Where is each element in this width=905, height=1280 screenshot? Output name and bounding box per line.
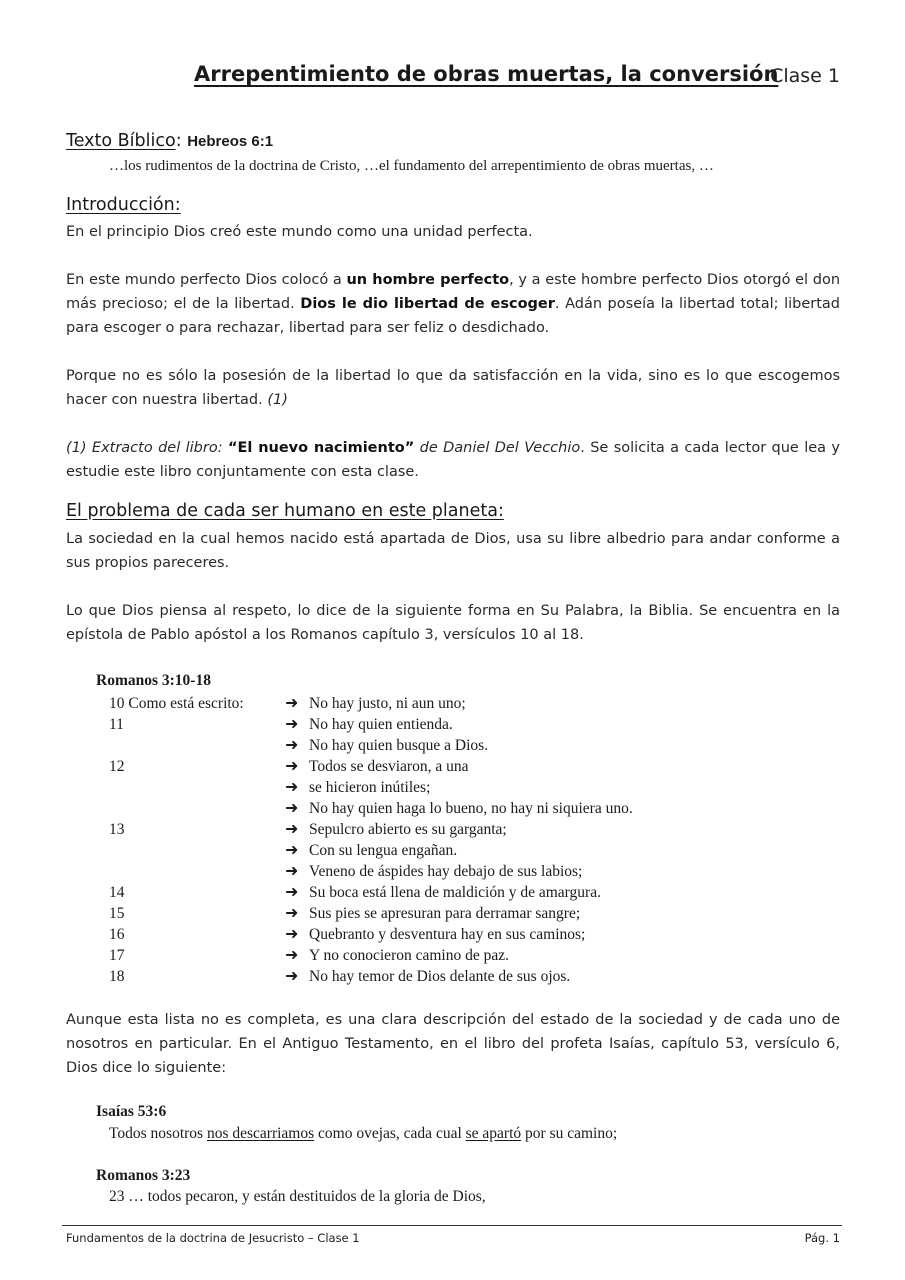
intro-paragraph-3 [66, 364, 840, 412]
verse-number: 17 [109, 947, 125, 964]
verse-text [285, 966, 570, 987]
footer-left-text: Fundamentos de la doctrina de Jesucristo – Clase 1 [66, 1231, 360, 1245]
verse-line-text: Todos se desviaron, a una [309, 758, 469, 775]
arrow-right-icon: ➜ [285, 716, 299, 733]
verse-line-text: No hay temor de Dios delante de sus ojos. [309, 968, 571, 985]
isaias-title: Isaías 53:6 [96, 1103, 167, 1120]
problema-heading [66, 501, 504, 521]
arrow-right-icon: ➜ [285, 821, 299, 838]
verse-line-text: Con su lengua engañan. [309, 842, 458, 859]
texto-biblico-reference: Hebreos 6:1 [187, 133, 274, 150]
class-label: Clase 1 [770, 65, 840, 87]
verse-line-text: Y no conocieron camino de paz. [309, 947, 509, 964]
verse-number: 14 [109, 884, 125, 901]
arrow-right-icon: ➜ [285, 947, 299, 964]
introduccion-heading-text: Introducción: [66, 195, 181, 215]
isaias-text-2: como ovejas, cada cual [314, 1125, 466, 1142]
intro-p3-note: (1) [267, 392, 288, 408]
intro-p4-text: . Se solicita a cada lector que lea y estudie este libro conjuntamente con esta clase. [66, 440, 841, 480]
intro-p2-text-2: , y a este hombre perfecto Dios otorgó el don más precioso; el de la libertad. [66, 272, 841, 312]
texto-biblico-label: Texto Bíblico [66, 131, 176, 151]
verse-text [285, 861, 582, 882]
verse-line-text: se hicieron inútiles; [309, 779, 431, 796]
verse-text [285, 819, 507, 840]
verse-text [285, 693, 466, 714]
verse-text [285, 840, 457, 861]
verse-line-text: No hay justo, ni aun uno; [309, 695, 466, 712]
verse-text [285, 798, 633, 819]
intro-p3-text: Porque no es sólo la posesión de la libertad lo que da satisfacción en la vida, sino es lo que escogemos hacer con nuestra libertad. [66, 368, 840, 408]
verse-text [285, 903, 580, 924]
verse-line-text: Sus pies se apresuran para derramar sangre; [309, 905, 581, 922]
arrow-right-icon: ➜ [285, 695, 299, 712]
verse-text [285, 735, 488, 756]
verse-text [285, 945, 509, 966]
conclusion-paragraph: Aunque esta lista no es completa, es una clara descripción del estado de la sociedad y de cada uno de nosotros en particular. En el Antiguo Testamento, en el libro del profeta Isaías, capítulo 53, versículo 6, Dios dice lo siguiente: [66, 1012, 840, 1076]
arrow-right-icon: ➜ [285, 737, 299, 754]
problema-heading-text: El problema de cada ser humano en este planeta: [66, 501, 504, 521]
arrow-right-icon: ➜ [285, 779, 299, 796]
footer-divider [62, 1225, 842, 1226]
verse-line-text: No hay quien haga lo bueno, no hay ni siquiera uno. [309, 800, 633, 817]
isaias-verse [109, 1125, 617, 1143]
arrow-right-icon: ➜ [285, 842, 299, 859]
romanos-3-10-title: Romanos 3:10-18 [96, 672, 211, 689]
verse-line-text: No hay quien busque a Dios. [309, 737, 489, 754]
verse-number: 12 [109, 758, 125, 775]
intro-paragraph-1: En el principio Dios creó este mundo como una unidad perfecta. [66, 224, 533, 240]
romanos-3-23-title: Romanos 3:23 [96, 1167, 191, 1184]
texto-biblico-heading [66, 131, 273, 151]
verse-line-text: Sepulcro abierto es su garganta; [309, 821, 507, 838]
verse-text [285, 924, 585, 945]
verse-line-text: Veneno de áspides hay debajo de sus labios; [309, 863, 583, 880]
verse-number: 11 [109, 716, 124, 733]
verse-number: 15 [109, 905, 125, 922]
verse-number: 16 [109, 926, 125, 943]
page-title: Arrepentimiento de obras muertas, la conversión [194, 62, 779, 86]
verse-text [285, 882, 601, 903]
verse-line-text: No hay quien entienda. [309, 716, 453, 733]
verse-text [285, 714, 453, 735]
arrow-right-icon: ➜ [285, 905, 299, 922]
verse-number: 10 Como está escrito: [109, 695, 244, 712]
arrow-right-icon: ➜ [285, 800, 299, 817]
intro-paragraph-2 [66, 268, 840, 340]
problema-paragraph-1: La sociedad en la cual hemos nacido está apartada de Dios, usa su libre albedrio para andar conforme a sus propios pareceres. [66, 531, 840, 571]
arrow-right-icon: ➜ [285, 758, 299, 775]
romanos-3-23-verse: 23 … todos pecaron, y están destituidos de la gloria de Dios, [109, 1188, 486, 1205]
isaias-underline-1: nos descarriamos [206, 1125, 315, 1142]
intro-p2-text-3: . Adán poseía la libertad total; libertad para escoger o para rechazar, libertad para ser feliz o desdichado. [66, 296, 840, 336]
problema-paragraph-2: Lo que Dios piensa al respeto, lo dice de la siguiente forma en Su Palabra, la Biblia. Se encuentra en la epístola de Pablo apóstol a los Romanos capítulo 3, versículos 10 al 18. [66, 603, 840, 643]
verse-text [285, 756, 468, 777]
intro-p4-italic-1: (1) Extracto del libro: [66, 440, 223, 456]
texto-biblico-quote: …los rudimentos de la doctrina de Cristo, …el fundamento del arrepentimiento de obras muertas, … [109, 158, 714, 174]
isaias-text-3: por su camino; [521, 1125, 618, 1142]
footer-page-number: Pág. 1 [804, 1231, 840, 1245]
introduccion-heading [66, 195, 181, 215]
isaias-underline-2: se apartó [465, 1125, 522, 1142]
intro-p2-bold-2: Dios le dio libertad de escoger [300, 296, 555, 312]
intro-p4-book-title: “El nuevo nacimiento” [227, 440, 415, 456]
verse-line-text: Su boca está llena de maldición y de amargura. [309, 884, 601, 901]
verse-number: 13 [109, 821, 125, 838]
intro-p2-text-1: En este mundo perfecto Dios colocó a [66, 272, 347, 288]
verse-line-text: Quebranto y desventura hay en sus caminos; [309, 926, 586, 943]
isaias-text-1: Todos nosotros [109, 1125, 207, 1142]
intro-paragraph-4 [66, 436, 840, 484]
intro-p2-bold-1: un hombre perfecto [346, 272, 510, 288]
texto-biblico-colon: : [175, 131, 182, 151]
arrow-right-icon: ➜ [285, 863, 299, 880]
arrow-right-icon: ➜ [285, 968, 299, 985]
arrow-right-icon: ➜ [285, 884, 299, 901]
intro-p4-author: de Daniel Del Vecchio [419, 440, 581, 456]
verse-text [285, 777, 430, 798]
verse-number: 18 [109, 968, 125, 985]
arrow-right-icon: ➜ [285, 926, 299, 943]
